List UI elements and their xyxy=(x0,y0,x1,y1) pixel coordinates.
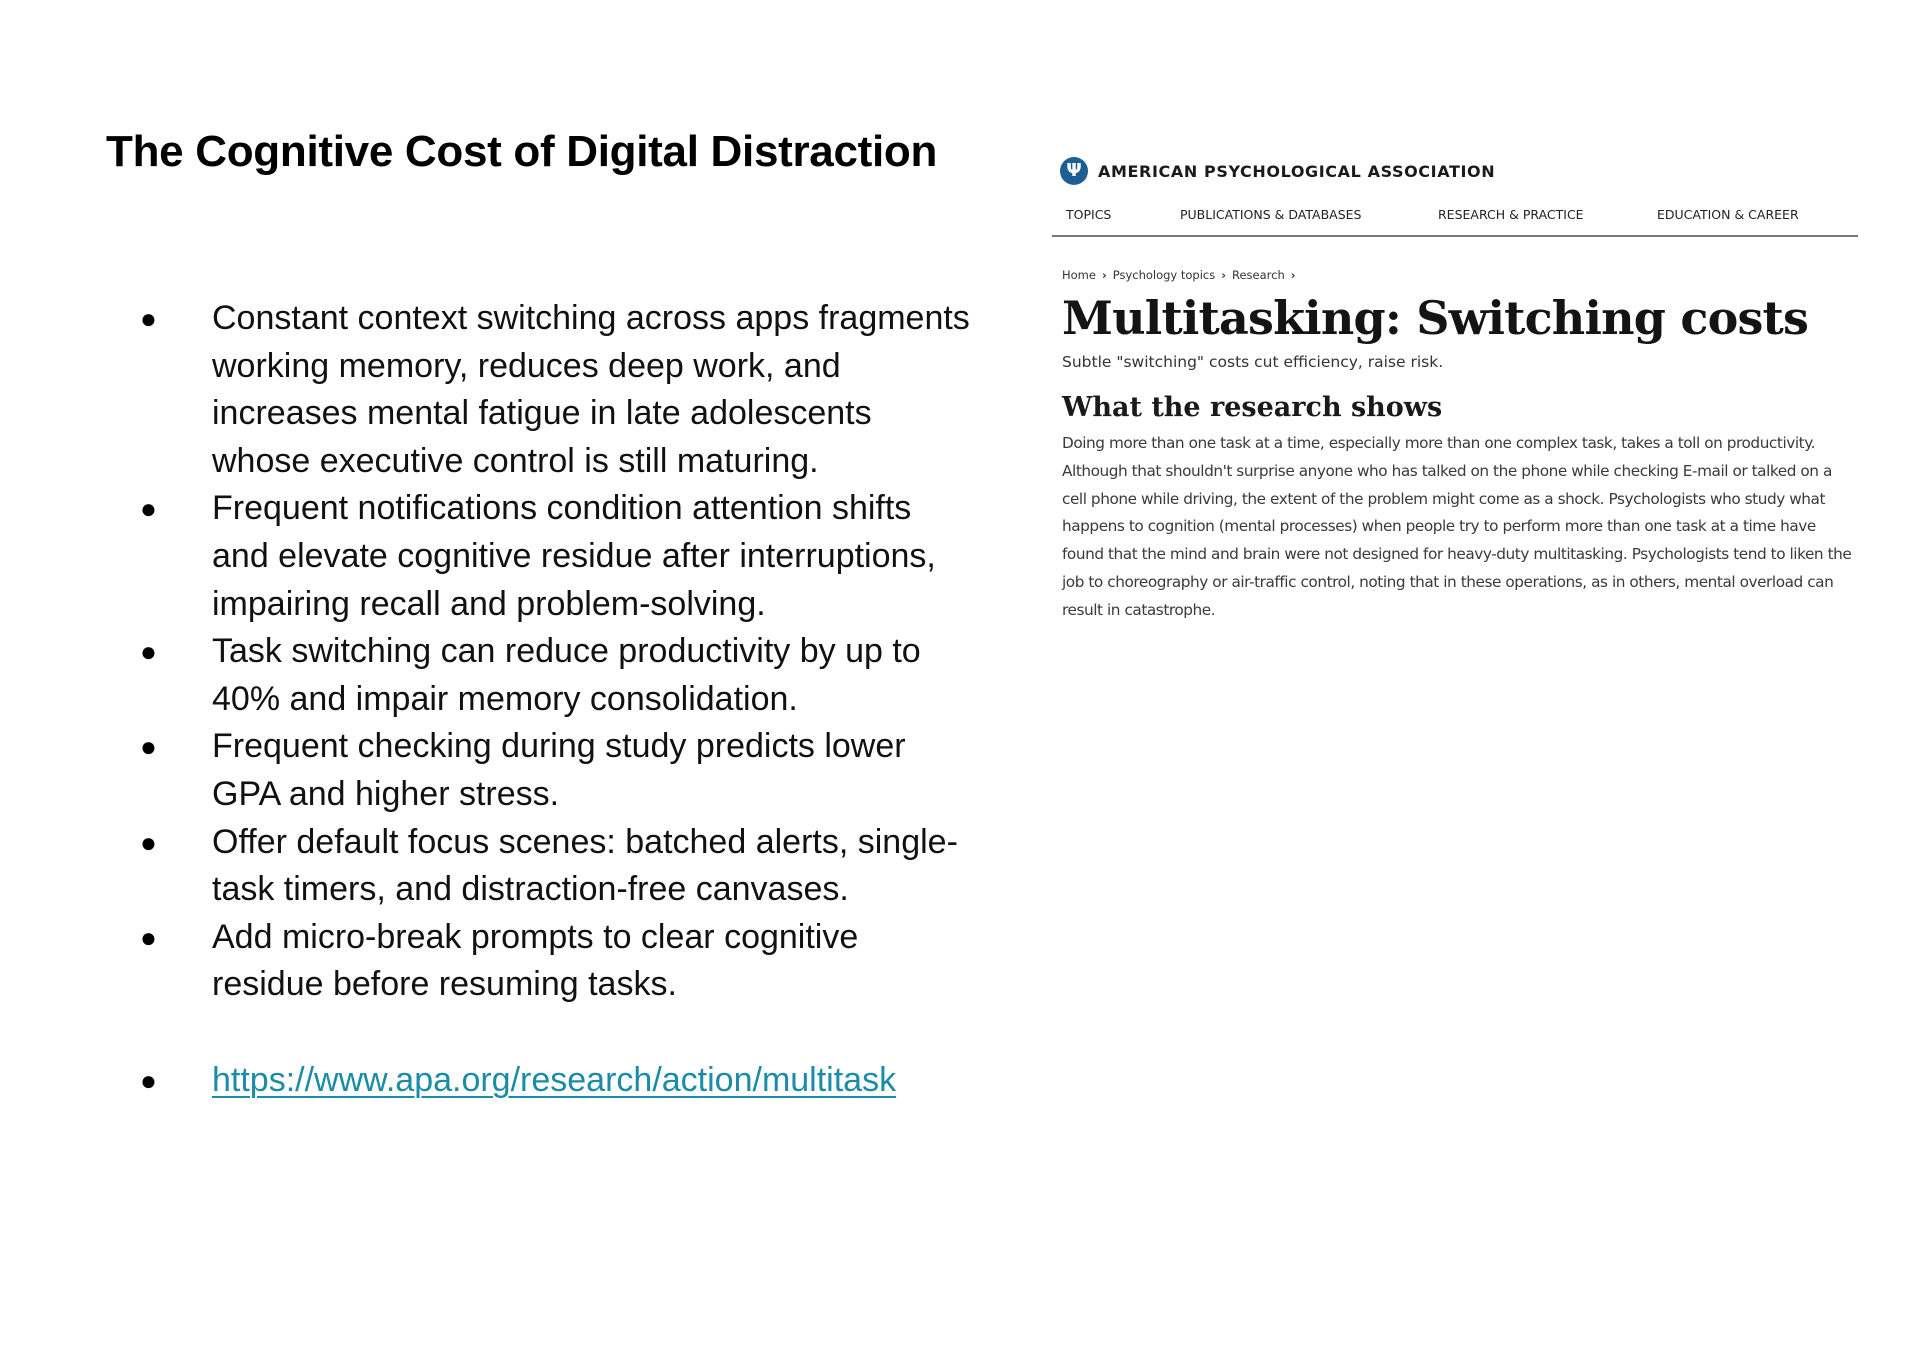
bullet-dot-icon: ● xyxy=(140,493,157,525)
bullet-text: Constant context switching across apps fragments working memory, reduces deep work, and increases mental fatigue in late adolescents whose executive control is still maturing. xyxy=(212,299,970,480)
bullet-dot-icon: ● xyxy=(140,921,157,953)
bullet-text: Offer default focus scenes: batched alerts, single-task timers, and distraction-free canvases. xyxy=(212,822,958,909)
apa-section-heading: What the research shows xyxy=(1062,392,1443,423)
apa-breadcrumb-home: Home xyxy=(1062,268,1096,282)
chevron-right-icon: › xyxy=(1101,268,1107,282)
bullet-dot-icon: ● xyxy=(140,303,157,334)
apa-breadcrumb xyxy=(1062,268,1296,282)
bullet-text: Frequent checking during study predicts lower GPA and higher stress. xyxy=(212,727,906,813)
apa-nav-research: RESEARCH & PRACTICE xyxy=(1438,207,1584,222)
bullet-text: Frequent notifications condition attention shifts and elevate cognitive residue after interruptions, impairing recall and problem-solving. xyxy=(212,489,936,623)
apa-nav-topics: TOPICS xyxy=(1066,207,1112,222)
bullet-item xyxy=(140,819,970,914)
slide-title: The Cognitive Cost of Digital Distraction xyxy=(106,127,938,176)
bullet-dot-icon: ● xyxy=(140,731,157,763)
bullet-item xyxy=(140,485,970,628)
apa-page-screenshot xyxy=(1052,155,1858,655)
bullet-dot-icon: ● xyxy=(140,826,157,858)
apa-page-heading: Multitasking: Switching costs xyxy=(1062,291,1809,345)
apa-body-text: Doing more than one task at a time, especially more than one complex task, takes a toll on productivity. Although that shouldn't surprise anyone who has talked on the phone while checking E-mail or talked on a cell phone while driving, the extent of the problem might come as a shock. Psychologists who study what happens to cognition (mental processes) when people try to perform more than one task at a time have found that the mind and brain were not designed for heavy-duty multitasking. Psychologists tend to liken the job to choreography or air-traffic control, noting that in these operations, as in others, mental overload can result in catastrophe. xyxy=(1062,434,1852,619)
bullet-item xyxy=(140,914,970,1009)
apa-org-name: AMERICAN PSYCHOLOGICAL ASSOCIATION xyxy=(1098,161,1496,181)
apa-nav-education: EDUCATION & CAREER xyxy=(1657,207,1799,222)
bullet-item xyxy=(140,295,970,485)
bullet-list xyxy=(140,295,970,1104)
bullet-item xyxy=(140,723,970,818)
apa-nav-divider xyxy=(1052,235,1858,237)
bullet-text: Task switching can reduce productivity by up to 40% and impair memory consolidation. xyxy=(212,632,921,718)
apa-brand xyxy=(1060,157,1495,185)
bullet-text: Add micro-break prompts to clear cognitive residue before resuming tasks. xyxy=(212,917,859,1004)
bullet-spacer xyxy=(140,1009,970,1057)
apa-subtitle: Subtle "switching" costs cut efficiency, raise risk. xyxy=(1062,353,1444,371)
apa-psi-logo-icon: Ψ xyxy=(1060,157,1088,185)
apa-nav-publications: PUBLICATIONS & DATABASES xyxy=(1180,207,1362,222)
bullet-dot-icon: ● xyxy=(140,636,157,668)
bullet-dot-icon: ● xyxy=(140,1064,157,1096)
apa-breadcrumb-topics: Psychology topics xyxy=(1112,268,1216,282)
chevron-right-icon: › xyxy=(1221,268,1226,282)
apa-nav xyxy=(1066,207,1846,222)
source-link[interactable]: https://www.apa.org/research/action/multitask xyxy=(212,1060,897,1099)
apa-breadcrumb-research: Research xyxy=(1232,268,1285,282)
bullet-item-link xyxy=(140,1057,970,1105)
bullet-item xyxy=(140,628,970,723)
chevron-right-icon: › xyxy=(1290,268,1296,282)
